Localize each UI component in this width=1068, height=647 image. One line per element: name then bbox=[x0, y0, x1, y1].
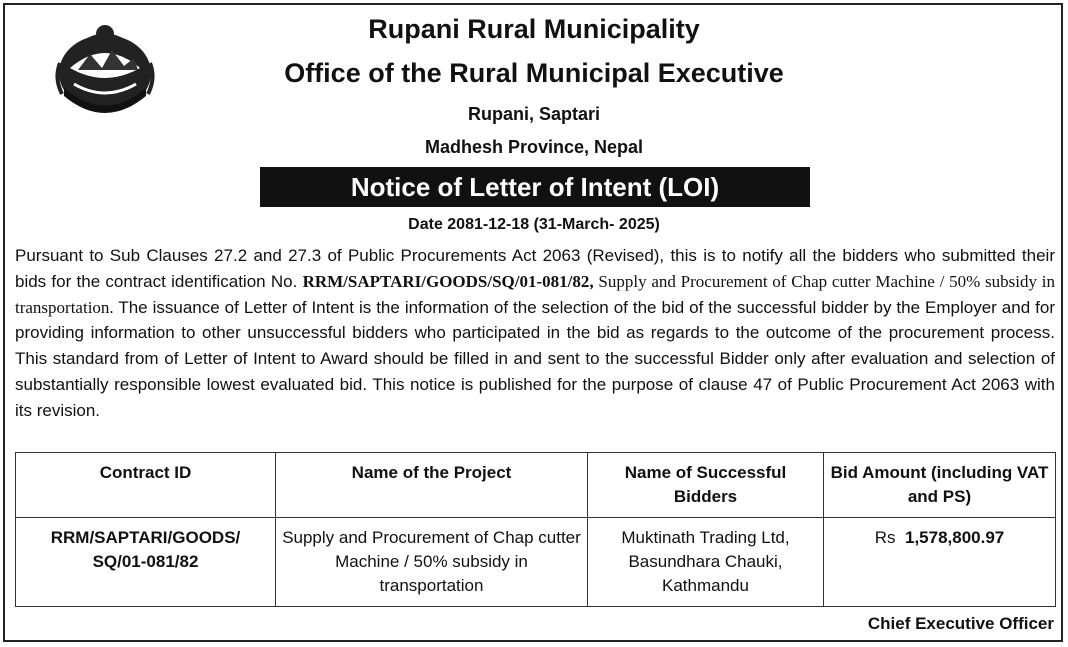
office-title: Office of the Rural Municipal Executive bbox=[284, 58, 784, 88]
cell-bid-amount bbox=[824, 518, 1056, 607]
amount-currency: Rs bbox=[874, 528, 896, 547]
table-row bbox=[16, 518, 1056, 607]
signatory-title: Chief Executive Officer bbox=[867, 614, 1054, 633]
amount-value: 1,578,800.97 bbox=[904, 528, 1005, 547]
header-project-name: Name of the Project bbox=[276, 453, 588, 518]
header-contract-id: Contract ID bbox=[16, 453, 276, 518]
loi-table bbox=[15, 452, 1056, 607]
table-header-row bbox=[16, 453, 1056, 518]
notice-body bbox=[15, 243, 1055, 424]
cell-project-name: Supply and Procurement of Chap cutter Machine / 50% subsidy in transportation bbox=[276, 518, 588, 607]
notice-date: Date 2081-12-18 (31-March- 2025) bbox=[408, 216, 660, 233]
body-project-serif: Supply and Procurement of Chap cutter Machine / 50% subsidy in transportation. bbox=[15, 271, 1055, 317]
municipality-title: Rupani Rural Municipality bbox=[368, 14, 700, 44]
header-successful-bidders: Name of Successful Bidders bbox=[588, 453, 824, 518]
header-bid-amount: Bid Amount (including VAT and PS) bbox=[824, 453, 1056, 518]
cell-contract-id: RRM/SAPTARI/GOODS/ SQ/01-081/82 bbox=[16, 518, 276, 607]
body-part-2: The issuance of Letter of Intent is the information of the selection of the bid of the successful bidder by the Employer and for providing information to other unsuccessful bidders who participated in the bid as regards to the outcome of the procurement process. This standard from of Letter of Intent to Award should be filled in and sent to the successful Bidder only after evaluation and selection of substantially responsible lowest evaluated bid. This notice is published for the purpose of clause 47 of Public Procurement Act 2063 with its revision. bbox=[15, 297, 1055, 420]
notice-title: Notice of Letter of Intent (LOI) bbox=[350, 171, 720, 202]
body-part-1: Pursuant to Sub Clauses 27.2 and 27.3 of Public Procurements Act 2063 (Revised), this is to notify all the bidders who submitted their bids for the contract identification No. bbox=[15, 246, 1055, 291]
location-line: Rupani, Saptari bbox=[467, 104, 601, 124]
contract-number: RRM/SAPTARI/GOODS/SQ/01-081/82, bbox=[302, 271, 594, 291]
notice-title-banner bbox=[260, 167, 810, 207]
province-line: Madhesh Province, Nepal bbox=[424, 137, 644, 157]
cell-bidder: Muktinath Trading Ltd, Basundhara Chauki, Kathmandu bbox=[588, 518, 824, 607]
